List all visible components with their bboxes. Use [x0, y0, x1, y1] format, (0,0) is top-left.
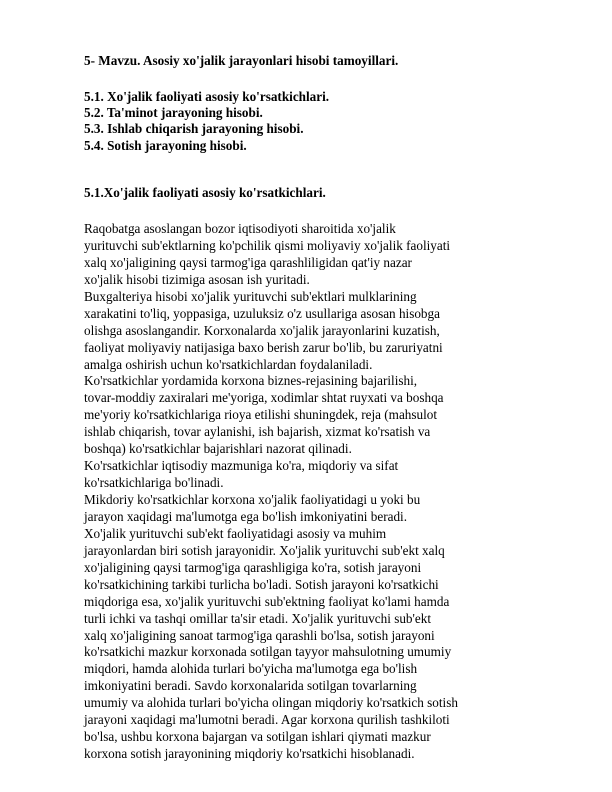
body-line: ko'rsatkichi mazkur korxonada sotilgan tayyor mahsulotning umumiy [84, 644, 452, 660]
body-line: tovar-moddiy zaxiralari me'yoriga, xodimlar shtat ruyxati va boshqa [84, 390, 444, 406]
body-line: boshqa) ko'rsatkichlar bajarishlari nazorat qilinadi. [84, 441, 352, 457]
body-line: imkoniyatini beradi. Savdo korxonalarida sotilgan tovarlarning [84, 678, 417, 694]
body-line: amalga oshirish uchun ko'rsatkichlardan foydalaniladi. [84, 356, 373, 372]
toc-item-5-1: 5.1. Xo'jalik faoliyati asosiy ko'rsatkichlari. [84, 89, 330, 104]
body-line: umumiy va alohida turlari bo'yicha olingan miqdoriy ko'rsatkich sotish [84, 695, 458, 711]
body-line: Ko'rsatkichlar yordamida korxona biznes-rejasining bajarilishi, [84, 373, 418, 389]
body-line: Xo'jalik yurituvchi sub'ekt faoliyatidagi asosiy va muhim [84, 525, 387, 541]
body-line: Buxgalteriya hisobi xo'jalik yurituvchi sub'ektlari mulklarining [84, 288, 417, 304]
toc-item-5-2: 5.2. Ta'minot jarayoning hisobi. [84, 105, 263, 121]
body-line: yurituvchi sub'ektlarning ko'pchilik qismi moliyaviy xo'jalik faoliyati [84, 237, 451, 253]
body-line: xarakatini to'liq, yoppasiga, uzuluksiz o'z usullariga asosan hisobga [84, 305, 440, 321]
body-line: me'yoriy ko'rsatkichlariga rioya etilishi shuningdek, reja (mahsulot [84, 407, 438, 423]
toc-item-5-3: 5.3. Ishlab chiqarish jarayoning hisobi. [84, 121, 304, 137]
body-line: olishga asoslangandir. Korxonalarda xo'jalik jarayonlarini kuzatish, [84, 322, 440, 338]
body-text [84, 221, 458, 763]
body-line: ko'rsatkichining tarkibi turlicha bo'ladi. Sotish jarayoni ko'rsatkichi [84, 576, 439, 592]
body-line: faoliyat moliyaviy natijasiga baxo berish zarur bo'lib, bu zaruriyatni [84, 339, 443, 355]
body-line: jarayoni xaqidagi ma'lumotni beradi. Agar korxona qurilish tashkiloti [84, 712, 450, 728]
toc-item-5-4: 5.4. Sotish jarayoning hisobi. [84, 137, 247, 153]
body-line: xalq xo'jaligining sanoat tarmog'iga qarashli bo'lsa, sotish jarayoni [84, 627, 435, 643]
body-line: miqdoriga esa, xo'jalik yurituvchi sub'ektning faoliyat ko'lami hamda [84, 593, 450, 609]
page-title: 5- Mavzu. Asosiy xo'jalik jarayonlari hisobi tamoyillari. [84, 53, 399, 68]
body-line: Ko'rsatkichlar iqtisodiy mazmuniga ko'ra, miqdoriy va sifat [84, 458, 399, 474]
body-line: miqdori, hamda alohida turlari bo'yicha ma'lumotga ega bo'lish [84, 661, 418, 677]
body-line: ko'rsatkichlariga bo'linadi. [84, 475, 224, 491]
body-line: jarayonlardan biri sotish jarayonidir. Xo'jalik yurituvchi sub'ekt xalq [84, 542, 445, 558]
body-line: Raqobatga asoslangan bozor iqtisodiyoti sharoitida xo'jalik [84, 221, 396, 236]
section-heading: 5.1.Xo'jalik faoliyati asosiy ko'rsatkichlari. [84, 185, 326, 200]
table-of-contents [84, 89, 329, 154]
body-line: ishlab chiqarish, tovar aylanishi, ish bajarish, xizmat ko'rsatish va [84, 424, 431, 440]
body-line: bo'lsa, ushbu korxona bajargan va sotilgan ishlari qiymati mazkur [84, 729, 431, 745]
body-line: turli ichki va tashqi omillar ta'sir etadi. Xo'jalik yurituvchi sub'ekt [84, 610, 432, 626]
body-line: jarayon xaqidagi ma'lumotga ega bo'lish imkoniyatini beradi. [84, 508, 408, 524]
body-line: korxona sotish jarayonining miqdoriy ko'rsatkichi hisoblanadi. [84, 746, 415, 762]
body-line: xo'jalik hisobi tizimiga asosan ish yuritadi. [84, 271, 310, 287]
body-line: xalq xo'jaligining qaysi tarmog'iga qarashliligidan qat'iy nazar [84, 254, 412, 270]
body-line: xo'jaligining qaysi tarmog'iga qarashligiga ko'ra, sotish jarayoni [84, 559, 422, 575]
body-line: Mikdoriy ko'rsatkichlar korxona xo'jalik faoliyatidagi u yoki bu [84, 492, 421, 507]
